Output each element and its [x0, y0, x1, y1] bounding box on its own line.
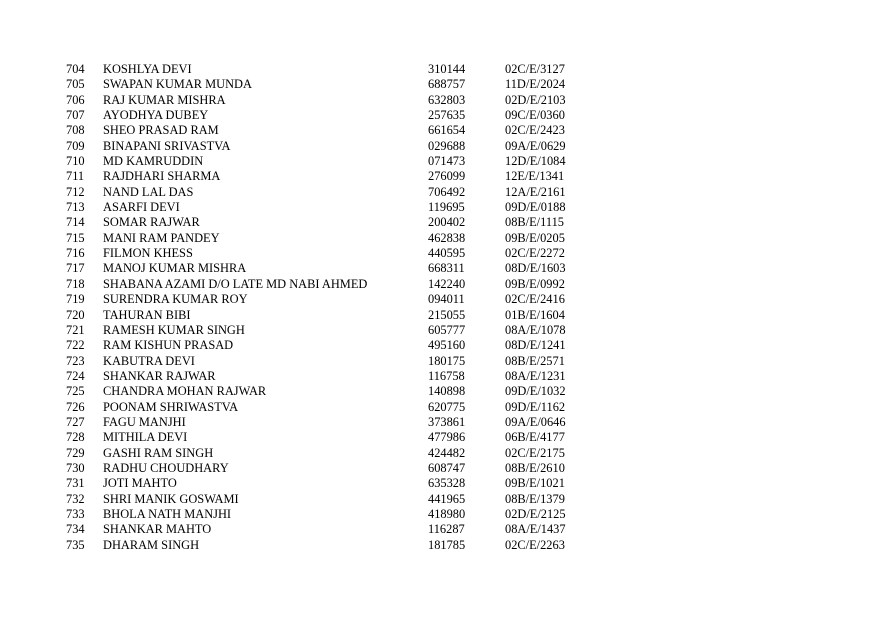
serial-number: 727	[66, 414, 85, 429]
list-item	[0, 308, 889, 323]
serial-number: 725	[66, 384, 85, 399]
reference-code: 12E/E/1341	[505, 169, 565, 184]
person-name: MITHILA DEVI	[103, 430, 188, 445]
list-item	[0, 261, 889, 276]
list-item	[0, 538, 889, 553]
id-number: 373861	[428, 414, 466, 429]
reference-code: 08B/E/2571	[505, 353, 565, 368]
person-name: SHANKAR RAJWAR	[103, 368, 216, 383]
person-name: MD KAMRUDDIN	[103, 154, 204, 169]
person-name: KABUTRA DEVI	[103, 353, 195, 368]
serial-number: 726	[66, 399, 85, 414]
id-number: 276099	[428, 169, 466, 184]
reference-code: 08B/E/1115	[505, 215, 564, 230]
serial-number: 732	[66, 491, 85, 506]
id-number: 424482	[428, 445, 466, 460]
id-number: 180175	[428, 353, 466, 368]
reference-code: 02C/E/2263	[505, 537, 565, 552]
id-number: 440595	[428, 246, 466, 261]
list-item	[0, 446, 889, 461]
reference-code: 02D/E/2125	[505, 506, 566, 521]
list-item	[0, 323, 889, 338]
serial-number: 708	[66, 123, 85, 138]
person-name: RAJ KUMAR MISHRA	[103, 92, 226, 107]
id-number: 116758	[428, 368, 465, 383]
reference-code: 08D/E/1241	[505, 338, 566, 353]
id-number: 608747	[428, 460, 466, 475]
list-item	[0, 215, 889, 230]
id-number: 071473	[428, 154, 466, 169]
list-item	[0, 246, 889, 261]
reference-code: 09A/E/0646	[505, 414, 566, 429]
reference-code: 09A/E/0629	[505, 138, 566, 153]
list-item	[0, 492, 889, 507]
person-name: SHRI MANIK GOSWAMI	[103, 491, 239, 506]
reference-code: 09D/E/0188	[505, 200, 566, 215]
list-item	[0, 62, 889, 77]
reference-code: 09B/E/1021	[505, 476, 565, 491]
person-name: FAGU MANJHI	[103, 414, 186, 429]
id-number: 605777	[428, 322, 466, 337]
list-item	[0, 139, 889, 154]
id-number: 668311	[428, 261, 465, 276]
id-number: 181785	[428, 537, 466, 552]
serial-number: 735	[66, 537, 85, 552]
reference-code: 12A/E/2161	[505, 184, 566, 199]
list-item	[0, 123, 889, 138]
person-name: AYODHYA DUBEY	[103, 108, 209, 123]
list-item	[0, 507, 889, 522]
serial-number: 723	[66, 353, 85, 368]
list-item	[0, 369, 889, 384]
person-name: NAND LAL DAS	[103, 184, 194, 199]
person-name: DHARAM SINGH	[103, 537, 200, 552]
serial-number: 713	[66, 200, 85, 215]
serial-number: 707	[66, 108, 85, 123]
person-name: MANI RAM PANDEY	[103, 230, 220, 245]
id-number: 462838	[428, 230, 466, 245]
serial-number: 721	[66, 322, 85, 337]
record-list	[0, 62, 889, 553]
reference-code: 02C/E/2272	[505, 246, 565, 261]
reference-code: 02C/E/2175	[505, 445, 565, 460]
serial-number: 728	[66, 430, 85, 445]
person-name: GASHI RAM SINGH	[103, 445, 214, 460]
person-name: BINAPANI SRIVASTVA	[103, 138, 231, 153]
person-name: MANOJ KUMAR MISHRA	[103, 261, 247, 276]
id-number: 215055	[428, 307, 466, 322]
id-number: 688757	[428, 77, 466, 92]
person-name: SHEO PRASAD RAM	[103, 123, 219, 138]
serial-number: 715	[66, 230, 85, 245]
id-number: 116287	[428, 522, 465, 537]
reference-code: 09B/E/0205	[505, 230, 565, 245]
list-item	[0, 77, 889, 92]
serial-number: 714	[66, 215, 85, 230]
reference-code: 12D/E/1084	[505, 154, 566, 169]
person-name: SWAPAN KUMAR MUNDA	[103, 77, 252, 92]
person-name: RADHU CHOUDHARY	[103, 460, 229, 475]
person-name: JOTI MAHTO	[103, 476, 177, 491]
id-number: 661654	[428, 123, 466, 138]
list-item	[0, 415, 889, 430]
person-name: SHANKAR MAHTO	[103, 522, 212, 537]
person-name: RAJDHARI SHARMA	[103, 169, 221, 184]
serial-number: 705	[66, 77, 85, 92]
list-item	[0, 185, 889, 200]
id-number: 200402	[428, 215, 466, 230]
reference-code: 09C/E/0360	[505, 108, 565, 123]
person-name: SHABANA AZAMI D/O LATE MD NABI AHMED	[103, 276, 368, 291]
serial-number: 733	[66, 506, 85, 521]
person-name: ASARFI DEVI	[103, 200, 180, 215]
serial-number: 712	[66, 184, 85, 199]
list-item	[0, 476, 889, 491]
reference-code: 02C/E/3127	[505, 62, 565, 76]
person-name: BHOLA NATH MANJHI	[103, 506, 232, 521]
reference-code: 11D/E/2024	[505, 77, 566, 92]
reference-code: 08A/E/1437	[505, 522, 566, 537]
serial-number: 716	[66, 246, 85, 261]
serial-number: 711	[66, 169, 85, 184]
serial-number: 719	[66, 292, 85, 307]
id-number: 635328	[428, 476, 466, 491]
list-item	[0, 93, 889, 108]
list-item	[0, 400, 889, 415]
person-name: KOSHLYA DEVI	[103, 62, 192, 76]
serial-number: 710	[66, 154, 85, 169]
id-number: 418980	[428, 506, 466, 521]
id-number: 140898	[428, 384, 466, 399]
list-item	[0, 522, 889, 537]
list-item	[0, 354, 889, 369]
id-number: 632803	[428, 92, 466, 107]
reference-code: 08B/E/2610	[505, 460, 565, 475]
id-number: 142240	[428, 276, 466, 291]
reference-code: 02C/E/2423	[505, 123, 565, 138]
person-name: RAM KISHUN PRASAD	[103, 338, 234, 353]
serial-number: 718	[66, 276, 85, 291]
reference-code: 08A/E/1231	[505, 368, 566, 383]
reference-code: 02D/E/2103	[505, 92, 566, 107]
list-item	[0, 292, 889, 307]
list-item	[0, 231, 889, 246]
list-item	[0, 200, 889, 215]
id-number: 477986	[428, 430, 466, 445]
person-name: TAHURAN BIBI	[103, 307, 191, 322]
reference-code: 02C/E/2416	[505, 292, 565, 307]
list-item	[0, 169, 889, 184]
reference-code: 08A/E/1078	[505, 322, 566, 337]
reference-code: 08D/E/1603	[505, 261, 566, 276]
reference-code: 09D/E/1032	[505, 384, 566, 399]
serial-number: 724	[66, 368, 85, 383]
id-number: 495160	[428, 338, 466, 353]
id-number: 620775	[428, 399, 466, 414]
person-name: RAMESH KUMAR SINGH	[103, 322, 245, 337]
serial-number: 730	[66, 460, 85, 475]
list-item	[0, 461, 889, 476]
person-name: SURENDRA KUMAR ROY	[103, 292, 248, 307]
serial-number: 734	[66, 522, 85, 537]
reference-code: 08B/E/1379	[505, 491, 565, 506]
reference-code: 06B/E/4177	[505, 430, 565, 445]
list-item	[0, 430, 889, 445]
serial-number: 704	[66, 62, 85, 76]
id-number: 310144	[428, 62, 466, 76]
id-number: 441965	[428, 491, 466, 506]
list-item	[0, 154, 889, 169]
id-number: 094011	[428, 292, 465, 307]
serial-number: 722	[66, 338, 85, 353]
serial-number: 729	[66, 445, 85, 460]
person-name: SOMAR RAJWAR	[103, 215, 200, 230]
list-item	[0, 108, 889, 123]
id-number: 029688	[428, 138, 466, 153]
person-name: CHANDRA MOHAN RAJWAR	[103, 384, 267, 399]
reference-code: 09B/E/0992	[505, 276, 565, 291]
person-name: POONAM SHRIWASTVA	[103, 399, 239, 414]
list-item	[0, 384, 889, 399]
serial-number: 731	[66, 476, 85, 491]
id-number: 706492	[428, 184, 466, 199]
serial-number: 709	[66, 138, 85, 153]
list-item	[0, 277, 889, 292]
reference-code: 01B/E/1604	[505, 307, 565, 322]
serial-number: 717	[66, 261, 85, 276]
serial-number: 720	[66, 307, 85, 322]
reference-code: 09D/E/1162	[505, 399, 566, 414]
id-number: 119695	[428, 200, 465, 215]
id-number: 257635	[428, 108, 466, 123]
serial-number: 706	[66, 92, 85, 107]
person-name: FILMON KHESS	[103, 246, 193, 261]
list-item	[0, 338, 889, 353]
